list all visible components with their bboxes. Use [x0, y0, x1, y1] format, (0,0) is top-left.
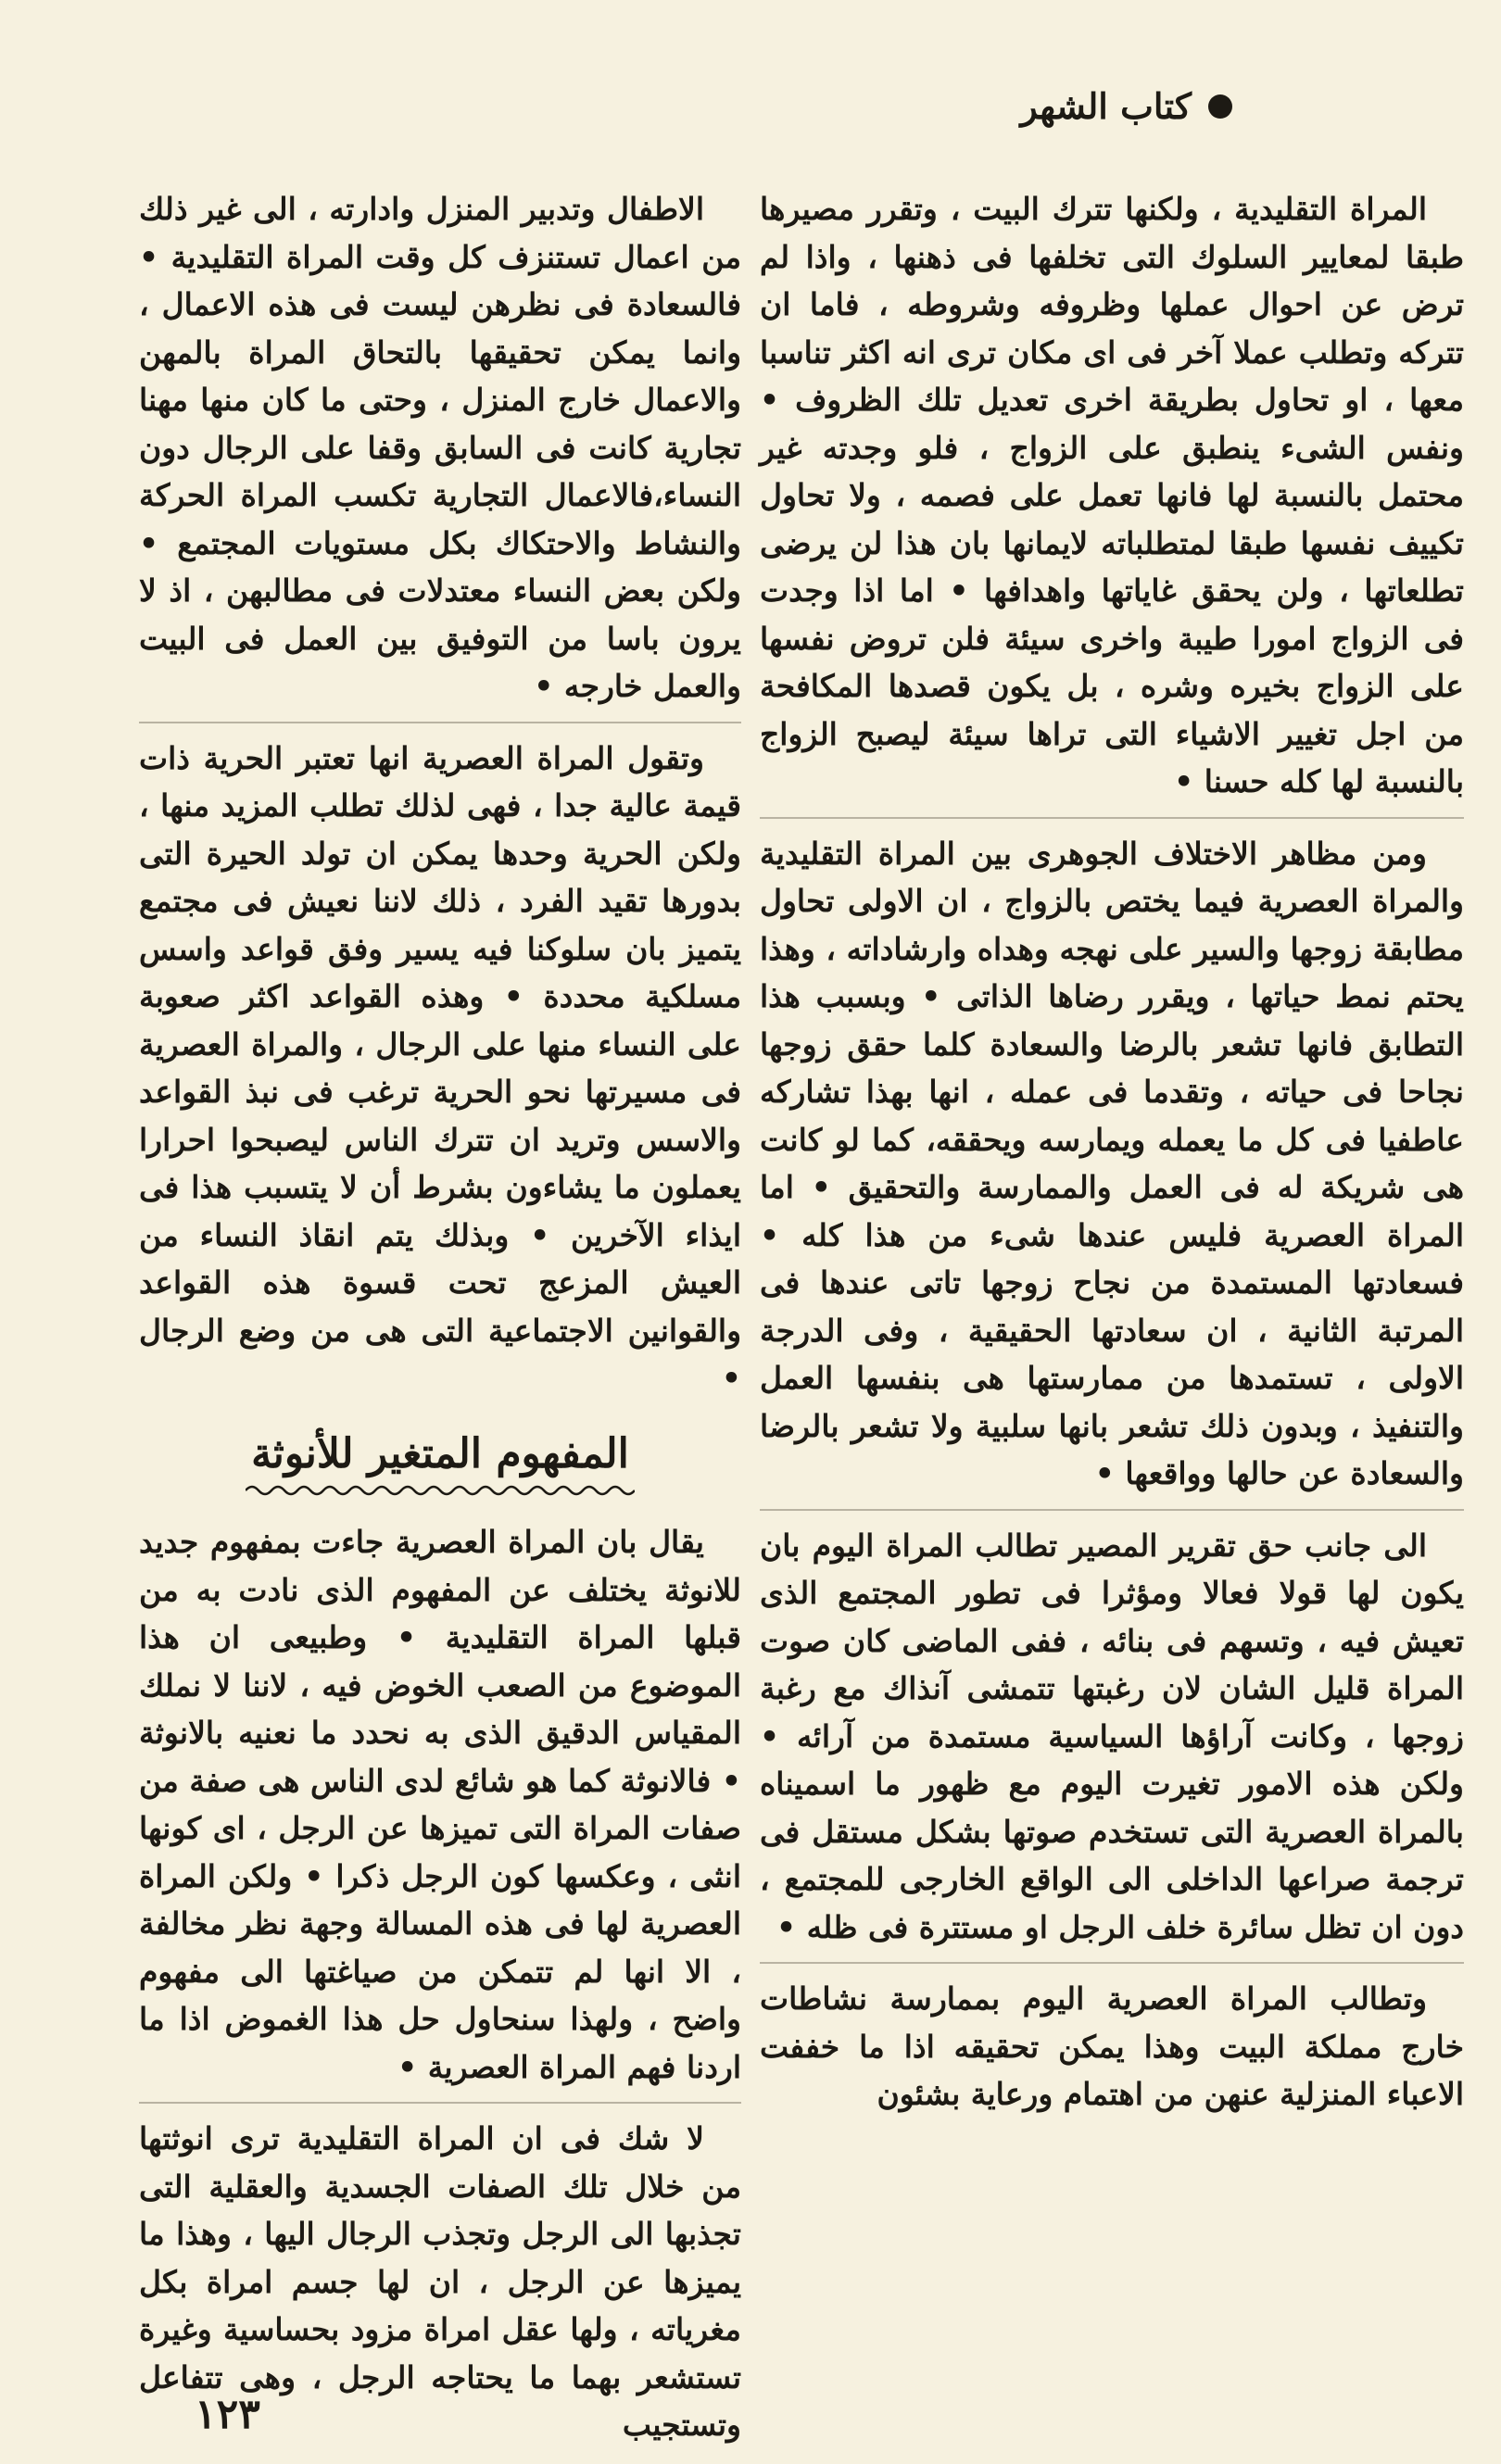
divider: [139, 722, 741, 723]
wavy-underline-icon: [246, 1483, 635, 1498]
left-column: [139, 185, 741, 2460]
section-title: كتاب الشهر: [1020, 85, 1192, 127]
paragraph: الاطفال وتدبير المنزل وادارته ، الى غير ذلك من اعمال تستنزف كل وقت المراة التقليدية • فالسعادة فى نظرهن ليست فى هذه الاعمال ، وانما يمكن تحقيقها بالتحاق المراة بالمهن والاعمال خارج المنزل ، وحتى ما كان منها مهنا تجارية كانت فى السابق وقفا على الرجال دون النساء،فالاعمال التجارية تكسب المراة الحركة والنشاط والاحتكاك بكل مستويات المجتمع • ولكن بعض النساء معتدلات فى مطالبهن ، اذ لا يرون باسا من التوفيق بين العمل فى البيت والعمل خارجه •: [139, 191, 741, 704]
paragraph: وتطالب المراة العصرية اليوم بممارسة نشاطات خارج مملكة البيت وهذا يمكن تحقيقه اذا ما خففت الاعباء المنزلية عنهن من اهتمام ورعاية بشئون: [760, 1980, 1464, 2112]
right-column: [760, 185, 1464, 2130]
paragraph: لا شك فى ان المراة التقليدية ترى انوثتها من خلال تلك الصفات الجسدية والعقلية التى تجذبها الى الرجل وتجذب الرجال اليها ، وهذا ما يميزها عن الرجل ، ان لها جسم امراة بكل مغرياته ، ولها عقل امراة مزود بحساسية وغيرة تستشعر بهما ما يحتاجه الرجل ، وهى تتفاعل وتستجيب: [139, 2120, 741, 2443]
paragraph: يقال بان المراة العصرية جاءت بمفهوم جديد للانوثة يختلف عن المفهوم الذى نادت به من قبلها المراة التقليدية • وطبيعى ان هذا الموضوع من الصعب الخوض فيه ، لاننا لا نملك المقياس الدقيق الذى به نحدد ما نعنيه بالانوثة • فالانوثة كما هو شائع لدى الناس هى صفة من صفات المراة التى تميزها عن الرجل ، اى كونها انثى ، وعكسها كون الرجل ذكرا • ولكن المراة العصرية لها فى هذه المسالة وجهة نظر مخالفة ، الا انها لم تتمكن من صياغتها الى مفهوم واضح ، ولهذا سنحاول حل هذا الغموض اذا ما اردنا فهم المراة العصرية •: [139, 1524, 741, 2085]
section-heading: المفهوم المتغير للأنوثة: [251, 1429, 629, 1477]
divider: [760, 1509, 1464, 1511]
paragraph: وتقول المراة العصرية انها تعتبر الحرية ذات قيمة عالية جدا ، فهى لذلك تطلب المزيد منها ، ولكن الحرية وحدها يمكن ان تولد الحيرة التى بدورها تقيد الفرد ، ذلك لاننا نعيش فى مجتمع يتميز بان سلوكنا فيه يسير وفق قواعد واسس مسلكية محددة • وهذه القواعد اكثر صعوبة على النساء منها على الرجال ، والمراة العصرية فى مسيرتها نحو الحرية ترغب فى نبذ القواعد والاسس وتريد ان تترك الناس ليصبحوا احرارا يعملون ما يشاءون بشرط أن لا يتسبب هذا فى ايذاء الآخرين • وبذلك يتم انقاذ النساء من العيش المزعج تحت قسوة هذه القواعد والقوانين الاجتماعية التى هى من وضع الرجال •: [139, 739, 741, 1396]
page-number: ١٢٣: [195, 2391, 260, 2438]
paragraph: ومن مظاهر الاختلاف الجوهرى بين المراة التقليدية والمراة العصرية فيما يختص بالزواج ، ان الاولى تحاول مطابقة زوجها والسير على نهجه وهداه وارشاداته ، وهذا يحتم نمط حياتها ، ويقرر رضاها الذاتى • وبسبب هذا التطابق فانها تشعر بالرضا والسعادة كلما حقق زوجها نجاحا فى حياته ، وتقدما فى عمله ، انها بهذا تشاركه عاطفيا فى كل ما يعمله ويمارسه ويحققه، كما لو كانت هى شريكة له فى العمل والممارسة والتحقيق • اما المراة العصرية فليس عندها شىء من هذا كله • فسعادتها المستمدة من نجاح زوجها تاتى عندها فى المرتبة الثانية ، ان سعادتها الحقيقية ، وفى الدرجة الاولى ، تستمدها من ممارستها هى بنفسها العمل والتنفيذ ، وبدون ذلك تشعر بانها سلبية ولا تشعر بالرضا والسعادة عن حالها وواقعها •: [760, 835, 1464, 1491]
paragraph: المراة التقليدية ، ولكنها تترك البيت ، وتقرر مصيرها طبقا لمعايير السلوك التى تخلفها فى ذهنها ، واذا لم ترض عن احوال عملها وظروفه وشروطه ، فاما ان تتركه وتطلب عملا آخر فى اى مكان ترى انه اكثر تناسبا معها ، او تحاول بطريقة اخرى تعديل تلك الظروف • ونفس الشىء ينطبق على الزواج ، فلو وجدته غير محتمل بالنسبة لها فانها تعمل على فصمه ، ولا تحاول تكييف نفسها طبقا لمتطلباته لايمانها بان هذا لن يرضى تطلعاتها ، ولن يحقق غاياتها واهدافها • اما اذا وجدت فى الزواج امورا طيبة واخرى سيئة فلن تروض نفسها على الزواج بخيره وشره ، بل يكون قصدها المكافحة من اجل تغيير الاشياء التى تراها سيئة ليصبح الزواج بالنسبة لها كله حسنا •: [760, 191, 1464, 799]
divider: [760, 1962, 1464, 1964]
page-header: [1020, 85, 1232, 127]
divider: [760, 817, 1464, 819]
bullet-icon: [1208, 94, 1232, 119]
divider: [139, 2102, 741, 2104]
paragraph: الى جانب حق تقرير المصير تطالب المراة اليوم بان يكون لها قولا فعالا ومؤثرا فى تطور المجتمع الذى تعيش فيه ، وتسهم فى بنائه ، ففى الماضى كان صوت المراة قليل الشان لان رغبتها تتمشى آنذاك مع رغبة زوجها ، وكانت آراؤها السياسية مستمدة من آرائه • ولكن هذه الامور تغيرت اليوم مع ظهور ما اسميناه بالمراة العصرية التى تستخدم صوتها بشكل مستقل فى ترجمة صراعها الداخلى الى الواقع الخارجى للمجتمع ، دون ان تظل سائرة خلف الرجل او مستترة فى ظله •: [760, 1527, 1464, 1945]
